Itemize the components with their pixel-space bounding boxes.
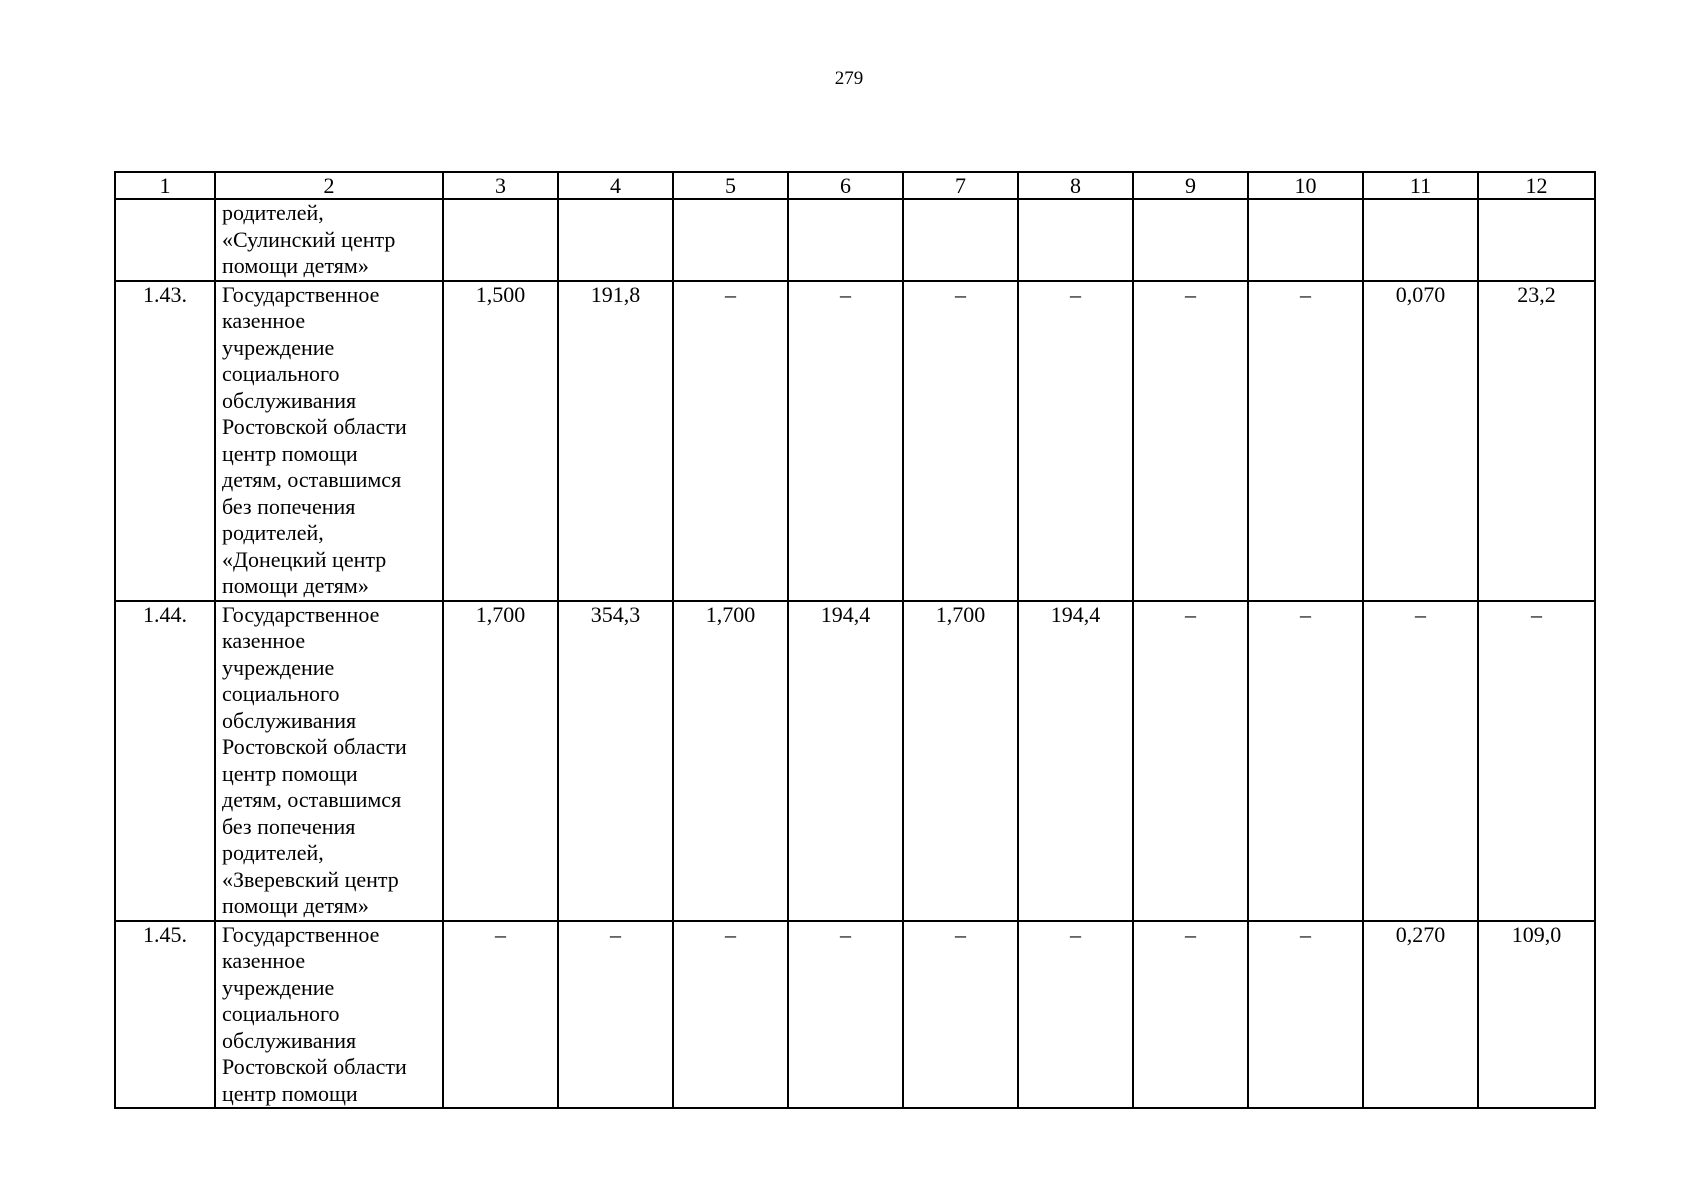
header-cell: 1 xyxy=(115,172,215,199)
value-cell xyxy=(1363,199,1478,281)
table-header-row xyxy=(115,172,1595,199)
header-cell: 4 xyxy=(558,172,673,199)
value-cell: – xyxy=(903,281,1018,601)
institution-name: Государственное казенное учреждение социального обслуживания Ростовской области центр помощи xyxy=(215,921,443,1109)
value-cell: 191,8 xyxy=(558,281,673,601)
value-cell: – xyxy=(1478,601,1595,921)
header-cell: 12 xyxy=(1478,172,1595,199)
value-cell xyxy=(443,199,558,281)
value-cell xyxy=(1248,199,1363,281)
header-cell: 3 xyxy=(443,172,558,199)
institution-name: Государственное казенное учреждение социального обслуживания Ростовской области центр помощи детям, оставшимся без попечения родителей, «Зверевский центр помощи детям» xyxy=(215,601,443,921)
page-number: 279 xyxy=(834,68,864,89)
row-number: 1.43. xyxy=(115,281,215,601)
table-row xyxy=(115,921,1595,1109)
value-cell: 109,0 xyxy=(1478,921,1595,1109)
value-cell: – xyxy=(1248,601,1363,921)
row-number: 1.44. xyxy=(115,601,215,921)
header-cell: 8 xyxy=(1018,172,1133,199)
value-cell: 1,700 xyxy=(903,601,1018,921)
value-cell: – xyxy=(1363,601,1478,921)
header-cell: 2 xyxy=(215,172,443,199)
value-cell: – xyxy=(1248,921,1363,1109)
value-cell: 1,700 xyxy=(673,601,788,921)
value-cell: – xyxy=(673,921,788,1109)
institution-name: родителей, «Сулинский центр помощи детям» xyxy=(215,199,443,281)
value-cell: 23,2 xyxy=(1478,281,1595,601)
value-cell xyxy=(1478,199,1595,281)
value-cell: – xyxy=(1133,921,1248,1109)
value-cell: 0,070 xyxy=(1363,281,1478,601)
table-row xyxy=(115,601,1595,921)
value-cell: 1,700 xyxy=(443,601,558,921)
data-table xyxy=(114,171,1596,1109)
header-cell: 7 xyxy=(903,172,1018,199)
institution-name: Государственное казенное учреждение социального обслуживания Ростовской области центр помощи детям, оставшимся без попечения родителей, «Донецкий центр помощи детям» xyxy=(215,281,443,601)
value-cell: – xyxy=(1133,281,1248,601)
value-cell: – xyxy=(1018,281,1133,601)
value-cell: 194,4 xyxy=(1018,601,1133,921)
table-row xyxy=(115,281,1595,601)
header-cell: 5 xyxy=(673,172,788,199)
value-cell: 354,3 xyxy=(558,601,673,921)
value-cell: – xyxy=(903,921,1018,1109)
value-cell xyxy=(1018,199,1133,281)
value-cell: – xyxy=(788,281,903,601)
header-cell: 11 xyxy=(1363,172,1478,199)
value-cell: – xyxy=(1133,601,1248,921)
row-number xyxy=(115,199,215,281)
header-cell: 9 xyxy=(1133,172,1248,199)
value-cell: – xyxy=(788,921,903,1109)
value-cell: – xyxy=(673,281,788,601)
value-cell: – xyxy=(1018,921,1133,1109)
header-cell: 10 xyxy=(1248,172,1363,199)
value-cell xyxy=(788,199,903,281)
value-cell: – xyxy=(1248,281,1363,601)
value-cell xyxy=(1133,199,1248,281)
table-row xyxy=(115,199,1595,281)
value-cell: – xyxy=(558,921,673,1109)
value-cell: – xyxy=(443,921,558,1109)
value-cell xyxy=(903,199,1018,281)
value-cell xyxy=(673,199,788,281)
value-cell: 194,4 xyxy=(788,601,903,921)
value-cell xyxy=(558,199,673,281)
header-cell: 6 xyxy=(788,172,903,199)
row-number: 1.45. xyxy=(115,921,215,1109)
value-cell: 0,270 xyxy=(1363,921,1478,1109)
value-cell: 1,500 xyxy=(443,281,558,601)
